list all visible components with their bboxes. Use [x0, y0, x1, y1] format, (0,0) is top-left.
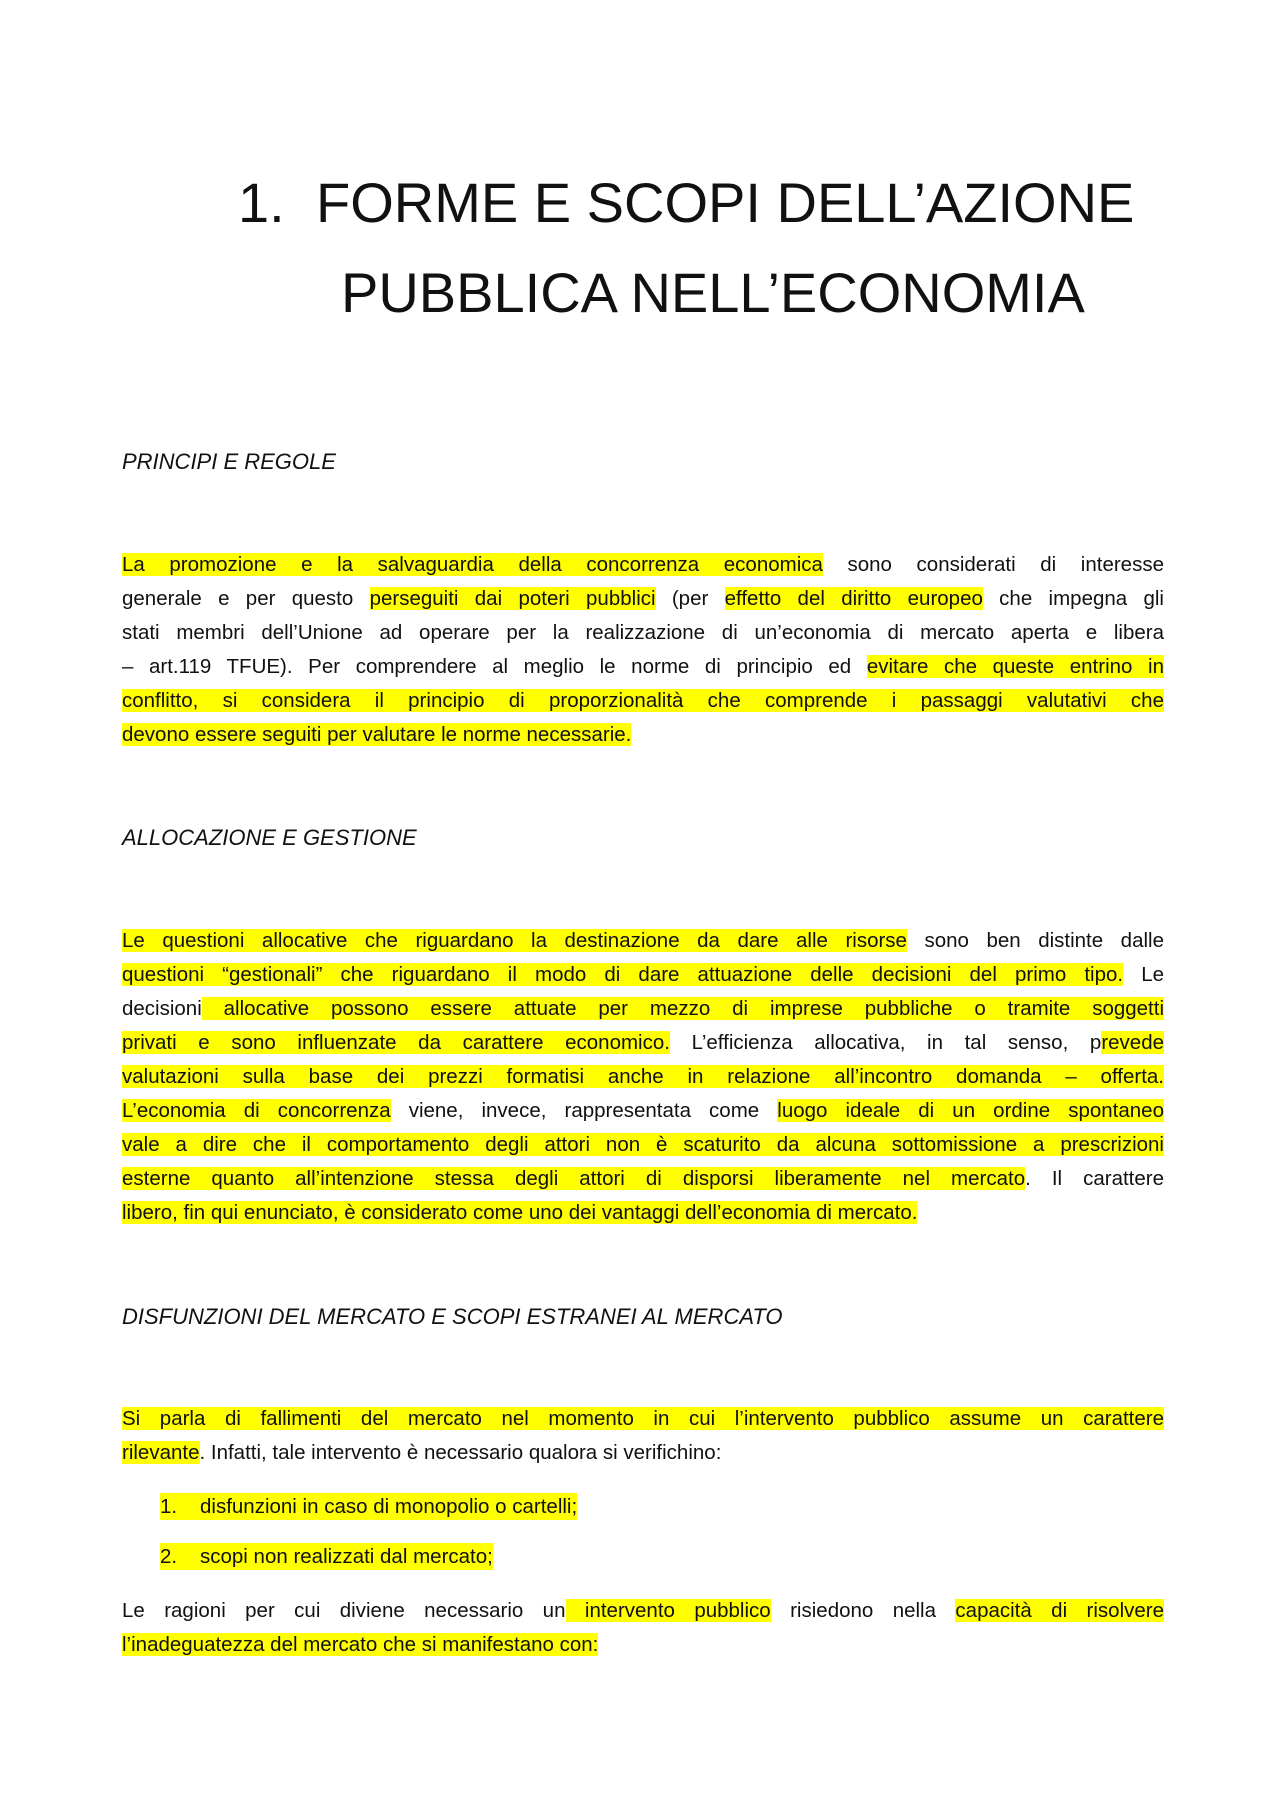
text-line [122, 684, 1164, 718]
text-line [122, 1128, 1164, 1162]
text-span: che impegna gli [982, 587, 1164, 610]
paragraph-allocazione [122, 924, 1164, 1230]
title-number: 1. [238, 171, 285, 234]
paragraph-ragioni [122, 1594, 1164, 1662]
text-span: sono considerati di interesse [822, 553, 1164, 576]
highlighted-text: esterne quanto all’intenzione stessa degli attori di disporsi liberamente nel mercato [122, 1167, 1026, 1190]
highlighted-text: effetto del diritto europeo [724, 587, 983, 610]
title-line-2 [0, 248, 1280, 338]
list-item-highlight [160, 1543, 493, 1570]
highlighted-text: vale a dire che il comportamento degli attori non è scaturito da alcuna sottomissione a prescrizioni [122, 1133, 1164, 1156]
highlighted-text: privati e sono influenzate da carattere economico. [122, 1031, 670, 1054]
section-heading-disfunzioni: DISFUNZIONI DEL MERCATO E SCOPI ESTRANEI AL MERCATO [122, 1304, 783, 1329]
text-line [122, 924, 1164, 958]
text-line [122, 1628, 1164, 1662]
text-line [122, 1162, 1164, 1196]
paragraph-fallimenti [122, 1402, 1164, 1470]
text-span: decisioni [122, 997, 202, 1020]
text-line [122, 1402, 1164, 1436]
highlighted-text: L’economia di concorrenza [122, 1099, 391, 1122]
page-title [0, 158, 1280, 338]
highlighted-text: valutazioni sulla base dei prezzi formatisi anche in relazione all’incontro domanda – offerta. [122, 1065, 1164, 1088]
list-number: 1. [160, 1495, 178, 1518]
list-number: 2. [160, 1545, 178, 1568]
paragraph-principi [122, 548, 1164, 752]
text-span: . Infatti, tale intervento è necessario qualora si verifichino: [199, 1441, 722, 1464]
text-line [122, 718, 1164, 752]
list-item-highlight [160, 1493, 577, 1520]
list-item [160, 1540, 577, 1590]
text-line [122, 616, 1164, 650]
title-line-1 [0, 158, 1280, 248]
list-item [160, 1490, 577, 1540]
highlighted-text: luogo ideale di un ordine spontaneo [777, 1099, 1164, 1122]
highlighted-text: rilevante [122, 1441, 200, 1464]
text-line [122, 1436, 1164, 1470]
text-line [122, 1594, 1164, 1628]
highlighted-text: l’inadeguatezza del mercato che si manifestano con: [122, 1633, 599, 1656]
text-span: . Il carattere [1025, 1167, 1164, 1190]
text-span: Le [1123, 963, 1165, 986]
text-span: generale e per questo [122, 587, 370, 610]
text-span: risiedono nella [770, 1599, 956, 1622]
text-span: stati membri dell’Unione ad operare per la realizzazione di un’economia di mercato aperta e libera [122, 621, 1164, 644]
text-line [122, 1026, 1164, 1060]
text-line [122, 1094, 1164, 1128]
highlighted-text: Si parla di fallimenti del mercato nel momento in cui l’intervento pubblico assume un carattere [122, 1407, 1164, 1430]
highlighted-text: devono essere seguiti per valutare le norme necessarie. [122, 723, 632, 746]
text-line [122, 958, 1164, 992]
section-heading-principi: PRINCIPI E REGOLE [122, 449, 336, 474]
highlighted-text: conflitto, si considera il principio di proporzionalità che comprende i passaggi valutativi che [122, 689, 1164, 712]
text-line [122, 1196, 1164, 1230]
text-span: L’efficienza allocativa, in tal senso, p [669, 1031, 1102, 1054]
text-span: – art.119 TFUE). Per comprendere al meglio le norme di principio ed [122, 655, 867, 678]
text-span: Le ragioni per cui diviene necessario un [122, 1599, 566, 1622]
highlighted-text: allocative possono essere attuate per mezzo di imprese pubbliche o tramite soggetti [201, 997, 1164, 1020]
highlighted-text: capacità di risolvere [955, 1599, 1164, 1622]
list-text: disfunzioni in caso di monopolio o cartelli; [200, 1495, 578, 1518]
text-line [122, 582, 1164, 616]
highlighted-text: questioni “gestionali” che riguardano il modo di dare attuazione delle decisioni del primo tipo. [122, 963, 1124, 986]
numbered-list [160, 1490, 577, 1590]
title-text-1: FORME E SCOPI DELL’AZIONE [316, 171, 1135, 234]
highlighted-text: perseguiti dai poteri pubblici [369, 587, 656, 610]
highlighted-text: revede [1101, 1031, 1164, 1054]
text-line [122, 1060, 1164, 1094]
list-text: scopi non realizzati dal mercato; [200, 1545, 493, 1568]
text-line [122, 992, 1164, 1026]
title-text-2: PUBBLICA NELL’ECONOMIA [341, 261, 1085, 324]
text-line [122, 548, 1164, 582]
highlighted-text: libero, fin qui enunciato, è considerato come uno dei vantaggi dell’economia di mercato. [122, 1201, 918, 1224]
text-span: (per [655, 587, 725, 610]
section-heading-allocazione: ALLOCAZIONE E GESTIONE [122, 825, 417, 850]
highlighted-text: Le questioni allocative che riguardano la destinazione da dare alle risorse [122, 929, 907, 952]
text-line [122, 650, 1164, 684]
highlighted-text: intervento pubblico [565, 1599, 771, 1622]
highlighted-text: evitare che queste entrino in [866, 655, 1164, 678]
highlighted-text: La promozione e la salvaguardia della concorrenza economica [122, 553, 823, 576]
text-span: viene, invece, rappresentata come [390, 1099, 778, 1122]
text-span: sono ben distinte dalle [906, 929, 1164, 952]
